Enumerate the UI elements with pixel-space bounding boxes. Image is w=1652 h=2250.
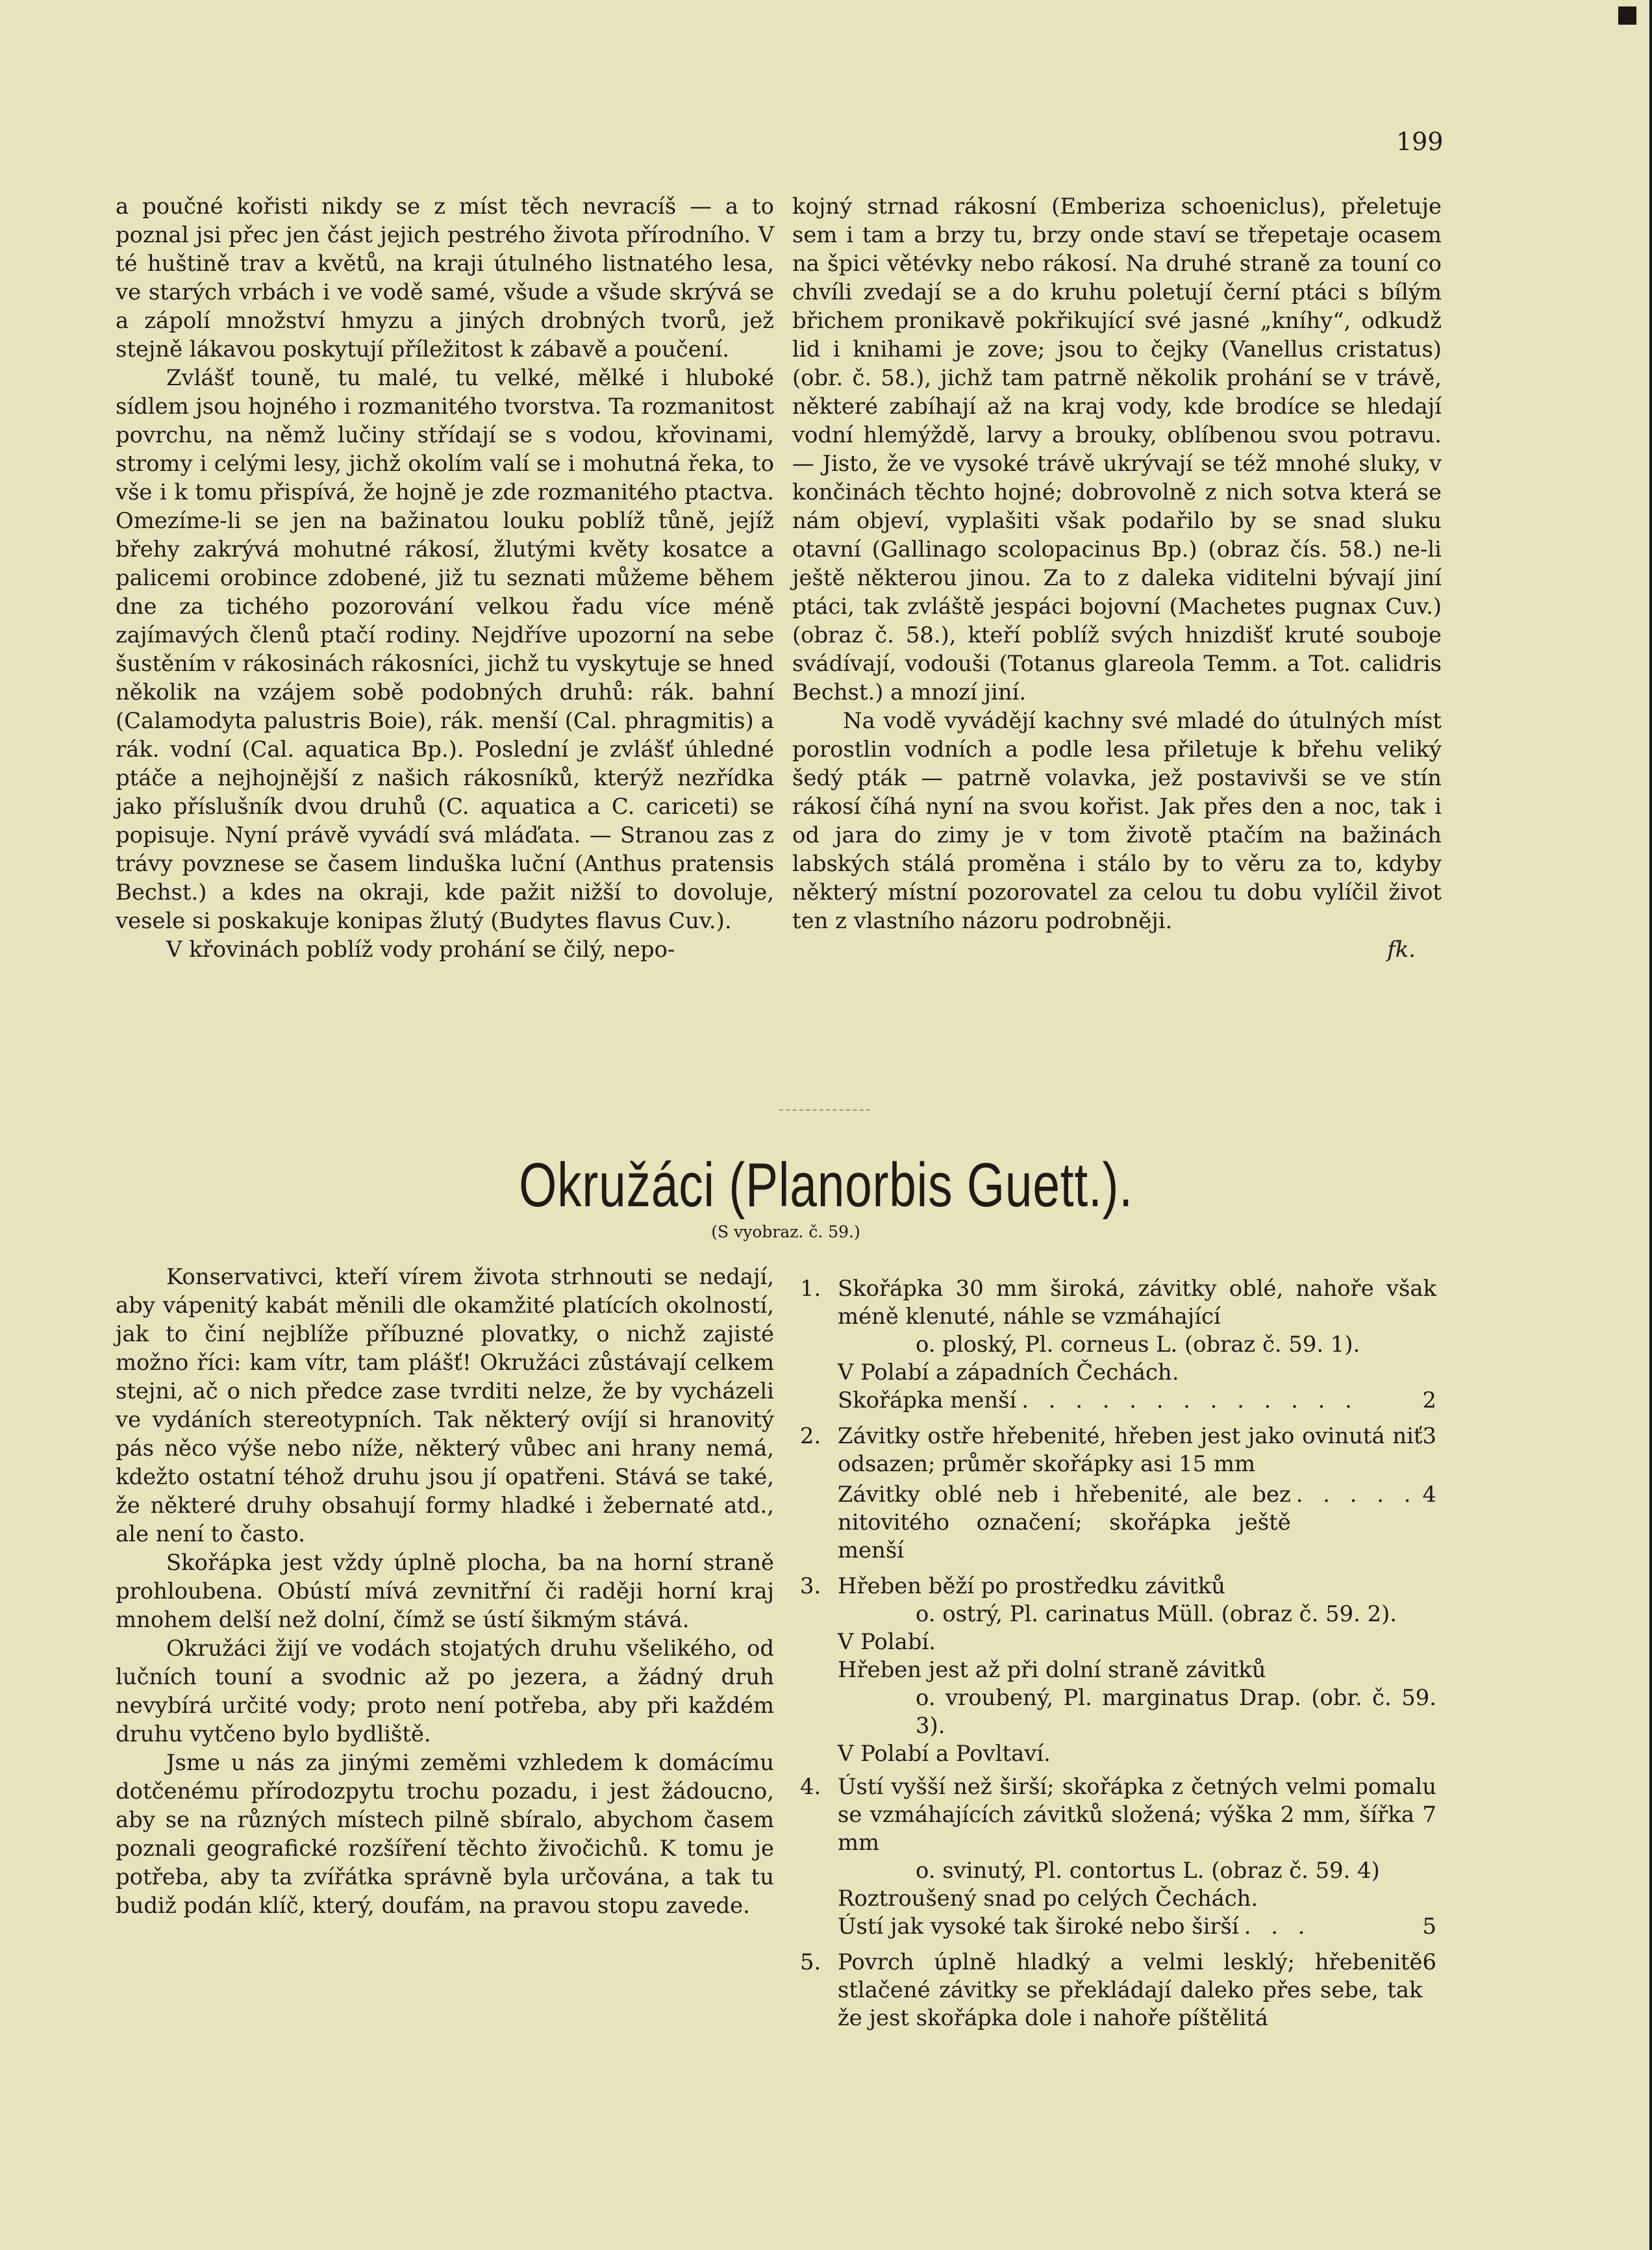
key-alternative: Ústí jak vysoké tak široké nebo širší <box>838 1914 1239 1939</box>
key-range: V Polabí. <box>838 1629 936 1654</box>
key-species: o. vroubený, Pl. marginatus Drap. (obr. č. 59. 3). <box>916 1685 1436 1738</box>
key-item <box>800 1422 1436 1567</box>
paragraph: Skořápka jest vždy úplně plocha, ba na horní straně prohloubena. Obústí mívá zevnitřní či raději horní kraj mnohem delší než dolní, čímž se ústí šikmým stává. <box>116 1550 774 1632</box>
main-article-left-column <box>116 1263 774 1920</box>
top-article-left-column <box>116 192 774 964</box>
article-title: Okružáci (Planorbis Guett.). <box>519 1150 1133 1220</box>
key-target: 3 <box>1422 1423 1436 1448</box>
key-text: Závitky ostře hřebenité, hřeben jest jako ovinutá niť odsazen; průměr skořápky asi 15 mm <box>838 1423 1423 1476</box>
paragraph: a poučné kořisti nikdy se z míst těch nevracíš — a to poznal jsi přec jen část jejich pestrého života přírodního. V té huštině trav a květů, na kraji útulného listnatého lesa, ve starých vrbách i ve vodě samé, všude a všude skrývá se a zápolí množství hmyzu a jiných drobných tvorů, jež stejně lákavou poskytují příležitost k zábavě a poučení. <box>116 194 774 362</box>
section-divider <box>779 1109 870 1111</box>
dot-leader: . . . <box>1244 1914 1312 1939</box>
key-species: o. ploský, Pl. corneus L. (obraz č. 59. 1). <box>916 1332 1360 1357</box>
key-number: 3. <box>800 1573 821 1599</box>
paragraph: Konservativci, kteří vírem života strhnouti se nedají, aby vápenitý kabát měnili dle okamžité platících okolností, jak to činí nejblíže příbuzné plovatky, o nichž zajisté možno říci: kam vítr, tam plášť! Okružáci zůstávají celkem stejni, ač o nich předce zase tvrditi nelze, že by vycházeli ve vydáních stereotypních. Tak některý ovíjí si hranovitý pás něco výše nebo níže, některý vůbec ani hrany nemá, kdežto ostatní téhož druhu jsou jí opatřeni. Stává se také, že některé druhy obsahují formy hladké i žebernaté atd., ale není to často. <box>116 1264 774 1547</box>
key-number: 4. <box>800 1774 821 1799</box>
author-signature: fk. <box>1387 937 1416 962</box>
page-number: 199 <box>1396 127 1444 156</box>
key-number: 5. <box>800 1949 821 1975</box>
key-target: 6 <box>1422 1949 1436 1975</box>
dot-leader: . . . . . . . . . . . . . <box>1021 1387 1358 1413</box>
key-text: Skořápka 30 mm široká, závitky oblé, nahoře však méně klenuté, náhle se vzmáhající <box>838 1276 1436 1329</box>
key-species: o. svinutý, Pl. contortus L. (obraz č. 59. 4) <box>916 1858 1380 1883</box>
scan-corner-mark <box>1618 6 1636 25</box>
key-target: 2 <box>1422 1387 1436 1413</box>
key-alternative: Závitky oblé neb i hřebenité, ale bez nitovitého označení; skořápka ještě menší <box>838 1482 1291 1563</box>
paragraph: Okružáci žijí ve vodách stojatých druhu všelikého, od lučních touní a svodnic až po jezera, a žádný druh nevybírá určité vody; proto není potřeba, aby při každém druhu vytčeno bylo bydliště. <box>116 1636 774 1747</box>
key-text: Ústí vyšší než širší; skořápka z četných velmi pomalu se vzmáhajících závitků složená; výška 2 mm, šířka 7 mm <box>838 1774 1436 1855</box>
key-number: 1. <box>800 1276 821 1301</box>
key-item <box>800 1773 1436 1943</box>
key-item <box>800 1948 1436 2034</box>
paragraph: Zvlášť touně, tu malé, tu velké, mělké i hluboké sídlem jsou hojného i rozmanitého tvorstva. Ta rozmanitost povrchu, na němž lučiny střídají se s vodou, křovinami, stromy i celými lesy, jichž okolím valí se i mohutná řeka, to vše i k tomu přispívá, že hojně je zde rozmanitého ptactva. Omezíme-li se jen na bažinatou louku poblíž tůně, jejíž břehy zakrývá mohutné rákosí, žlutými květy kosatce a palicemi orobince zdobené, již tu seznati můžeme během dne za tichého pozorování velkou řadu více méně zajímavých členů ptačí rodiny. Nejdříve upozorní na sebe šustěním v rákosinách rákosníci, jichž tu vyskytuje se hned několik na vzájem sobě podobných druhů: rák. bahní (Calamodyta palustris Boie), rák. menší (Cal. phragmitis) a rák. vodní (Cal. aquatica Bp.). Poslední je zvlášť úhledné ptáče a nejhojnější z našich rákosníků, kterýž nezřídka jako příslušník dvou druhů (C. aquatica a C. cariceti) se popisuje. Nyní právě vyvádí svá mláďata. — Stranou zas z trávy povznese se časem linduška luční (Anthus pratensis Bechst.) a kdes na okraji, kde pažit nižší to dovoluje, vesele si poskakuje konipas žlutý (Budytes flavus Cuv.). <box>116 365 774 933</box>
scan-edge <box>1649 0 1652 2250</box>
key-alternative: Hřeben jest až při dolní straně závitků <box>838 1657 1266 1682</box>
key-text: Povrch úplně hladký a velmi lesklý; hřebenitě stlačené závitky se překládají daleko přes sebe, tak že jest skořápka dole i nahoře píštělitá <box>838 1949 1423 2030</box>
key-text: Hřeben běží po prostředku závitků <box>838 1573 1226 1599</box>
paragraph: V křovinách poblíž vody prohání se čilý, nepo- <box>166 937 675 962</box>
article-subtitle: (S vyobraz. č. 59.) <box>711 1222 860 1241</box>
key-alternative: Skořápka menší <box>838 1387 1017 1413</box>
key-number: 2. <box>800 1423 821 1448</box>
key-range: V Polabí a Povltaví. <box>838 1741 1051 1766</box>
paragraph: kojný strnad rákosní (Emberiza schoeniclus), přeletuje sem i tam a brzy tu, brzy onde staví se třepetaje ocasem na špici větévky nebo rákosí. Na druhé straně za touní co chvíli zvedají se a do kruhu poletují černí ptáci s bílým břichem pronikavě pokřikující své jasné „kníhy“, odkudž lid i knihami je zove; jsou to čejky (Vanellus cristatus) (obr. č. 58.), jichž tam patrně několik prohání se v trávě, některé zabíhají až na kraj vody, kde brodíce se hledají vodní hlemýždě, larvy a brouky, oblíbenou svou potravu. — Jisto, že ve vysoké trávě ukrývají se též mnohé sluky, v končinách těchto hojné; dobrovolně z nich sotva která se nám objeví, vyplašiti však podařilo by se snad sluku otavní (Gallinago scolopacinus Bp.) (obraz čís. 58.) ne-li ještě některou jinou. Za to z daleka viditelni bývají jiní ptáci, tak zvláště jespáci bojovní (Machetes pugnax Cuv.) (obraz č. 58.), kteří poblíž svých hnizdišť kruté souboje svádívají, vodouši (Totanus glareola Temm. a Tot. calidris Bechst.) a mnozí jiní. <box>792 194 1442 705</box>
paragraph: Jsme u nás za jinými zeměmi vzhledem k domácímu dotčenému přírodozpytu trochu pozadu, i jest žádoucno, aby se na různých místech pilně sbíralo, abychom časem poznali geografické rozšíření těchto živočichů. K tomu je potřeba, aby ta zvířátka správně byla určována, a tak tu budiž podán klíč, který, doufám, na pravou stopu zavede. <box>116 1750 774 1918</box>
paragraph: Na vodě vyvádějí kachny své mladé do útulných míst porostlin vodních a podle lesa přiletuje k břehu veliký šedý pták — patrně volavka, jež postavivši se ve stín rákosí číhá nyní na svou kořist. Jak přes den a noc, tak i od jara do zimy je v tom životě ptačím na bažinách labských stálá proměna i stálo by to věru za to, kdyby některý místní pozorovatel za celou tu dobu vylíčil život ten z vlastního názoru podrobněji. <box>792 708 1442 933</box>
top-article-right-column <box>792 192 1442 964</box>
identification-key <box>800 1274 1436 2040</box>
key-range: Roztroušený snad po celých Čechách. <box>838 1886 1258 1911</box>
key-target: 5 <box>1422 1914 1436 1939</box>
dot-leader: . . . . . <box>1295 1482 1418 1507</box>
key-target: 4 <box>1422 1482 1436 1507</box>
key-item <box>800 1572 1436 1767</box>
key-species: o. ostrý, Pl. carinatus Müll. (obraz č. 59. 2). <box>916 1601 1397 1626</box>
key-item <box>800 1274 1436 1417</box>
key-range: V Polabí a západních Čechách. <box>838 1359 1179 1385</box>
